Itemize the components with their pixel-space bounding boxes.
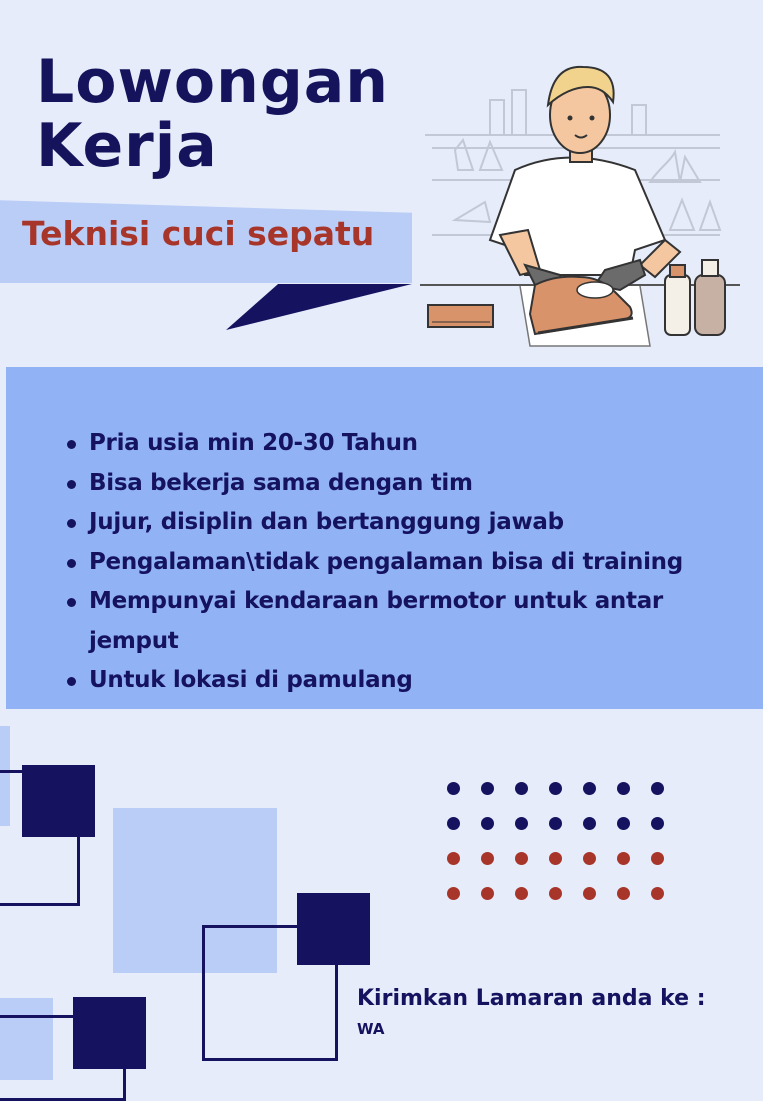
requirement-item: Pengalaman\tidak pengalaman bisa di training [64, 543, 704, 583]
requirement-item: Bisa bekerja sama dengan tim [64, 464, 704, 504]
decor-square-navy [73, 997, 146, 1069]
decorative-triangle [226, 284, 412, 330]
contact-cta: Kirimkan Lamaran anda ke : [357, 986, 706, 1011]
requirement-item: Jujur, disiplin dan bertanggung jawab [64, 503, 704, 543]
requirement-item: Untuk lokasi di pamulang [64, 661, 704, 701]
decor-square-navy [297, 893, 370, 965]
title-line-2: Kerja [36, 111, 218, 181]
contact-channel: WA [357, 1020, 385, 1038]
requirements-list [64, 424, 704, 701]
man-cleaning-shoe-illustration [420, 60, 750, 355]
title-line-1: Lowongan [36, 47, 389, 117]
decor-square-navy [22, 765, 95, 837]
requirement-item: Mempunyai kendaraan bermotor untuk antar jemput [64, 582, 704, 661]
requirement-item: Pria usia min 20-30 Tahun [64, 424, 704, 464]
job-position-title: Teknisi cuci sepatu [22, 214, 375, 253]
